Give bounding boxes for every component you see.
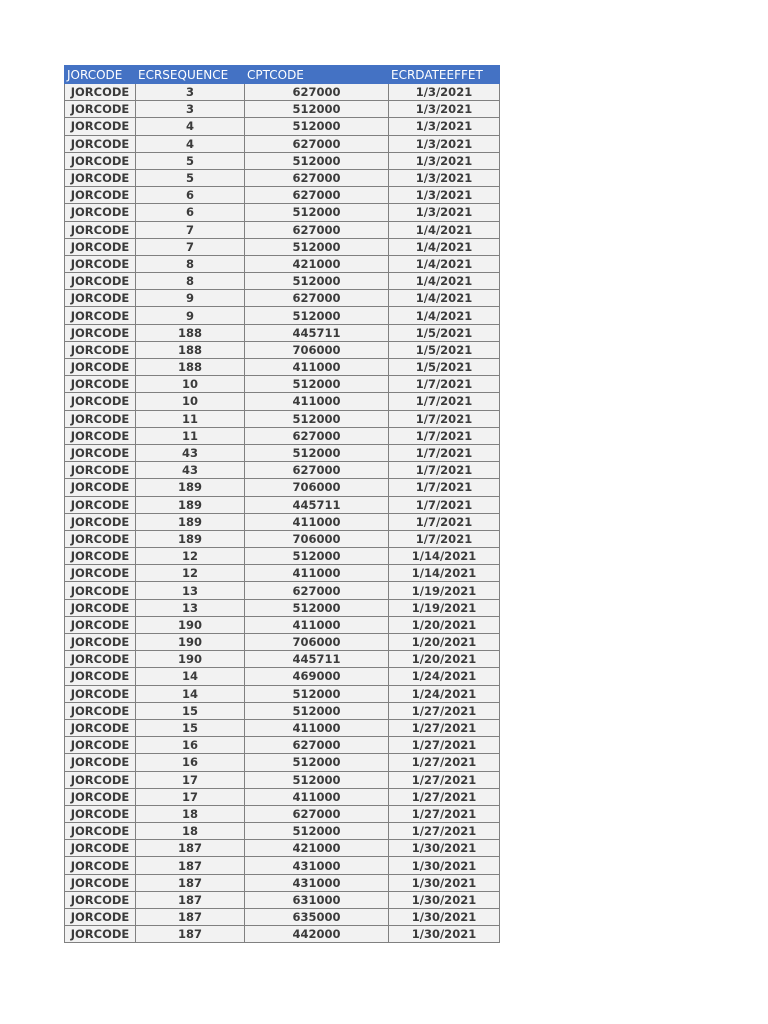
ecrdateeffet-cell: 1/20/2021 <box>389 634 500 651</box>
ecrsequence-cell: 14 <box>136 668 245 685</box>
header-cptcode: CPTCODE <box>245 66 389 84</box>
ecrdateeffet-cell: 1/5/2021 <box>389 359 500 376</box>
ecrdateeffet-cell: 1/30/2021 <box>389 840 500 857</box>
ecrsequence-cell: 17 <box>136 788 245 805</box>
ecrdateeffet-cell: 1/4/2021 <box>389 290 500 307</box>
jorcode-cell: JORCODE <box>65 909 136 926</box>
ecrsequence-cell: 6 <box>136 187 245 204</box>
ecrsequence-cell: 14 <box>136 685 245 702</box>
header-ecrsequence: ECRSEQUENCE <box>136 66 245 84</box>
jorcode-cell: JORCODE <box>65 152 136 169</box>
ecrsequence-cell: 15 <box>136 702 245 719</box>
ecrsequence-cell: 188 <box>136 324 245 341</box>
cptcode-cell: 445711 <box>245 496 389 513</box>
ecrsequence-cell: 13 <box>136 599 245 616</box>
jorcode-cell: JORCODE <box>65 479 136 496</box>
ecrsequence-cell: 12 <box>136 548 245 565</box>
jorcode-cell: JORCODE <box>65 204 136 221</box>
jorcode-cell: JORCODE <box>65 565 136 582</box>
cptcode-cell: 411000 <box>245 719 389 736</box>
table-row <box>65 651 500 668</box>
jorcode-cell: JORCODE <box>65 634 136 651</box>
jorcode-cell: JORCODE <box>65 788 136 805</box>
table-row <box>65 634 500 651</box>
cptcode-cell: 512000 <box>245 444 389 461</box>
ecrdateeffet-cell: 1/19/2021 <box>389 599 500 616</box>
ecrdateeffet-cell: 1/3/2021 <box>389 118 500 135</box>
table-row <box>65 685 500 702</box>
ecrsequence-cell: 11 <box>136 427 245 444</box>
table-row <box>65 255 500 272</box>
table-row <box>65 719 500 736</box>
cptcode-cell: 635000 <box>245 909 389 926</box>
jorcode-cell: JORCODE <box>65 737 136 754</box>
ecrdateeffet-cell: 1/5/2021 <box>389 324 500 341</box>
table-row <box>65 101 500 118</box>
table-row <box>65 444 500 461</box>
cptcode-cell: 469000 <box>245 668 389 685</box>
ecrsequence-cell: 189 <box>136 513 245 530</box>
ecrsequence-cell: 3 <box>136 84 245 101</box>
ecrsequence-cell: 17 <box>136 771 245 788</box>
ecrsequence-cell: 18 <box>136 823 245 840</box>
ecrsequence-cell: 43 <box>136 444 245 461</box>
ecrdateeffet-cell: 1/7/2021 <box>389 462 500 479</box>
table-row <box>65 805 500 822</box>
cptcode-cell: 627000 <box>245 462 389 479</box>
ecrdateeffet-cell: 1/4/2021 <box>389 255 500 272</box>
table-body <box>65 84 500 943</box>
jorcode-cell: JORCODE <box>65 702 136 719</box>
jorcode-cell: JORCODE <box>65 238 136 255</box>
ecrsequence-cell: 12 <box>136 565 245 582</box>
table-row <box>65 273 500 290</box>
ecrdateeffet-cell: 1/30/2021 <box>389 926 500 943</box>
ecrdateeffet-cell: 1/30/2021 <box>389 874 500 891</box>
cptcode-cell: 411000 <box>245 616 389 633</box>
jorcode-cell: JORCODE <box>65 582 136 599</box>
table-row <box>65 169 500 186</box>
cptcode-cell: 512000 <box>245 238 389 255</box>
ecrdateeffet-cell: 1/3/2021 <box>389 101 500 118</box>
cptcode-cell: 627000 <box>245 427 389 444</box>
jorcode-cell: JORCODE <box>65 548 136 565</box>
cptcode-cell: 627000 <box>245 221 389 238</box>
ecrsequence-cell: 10 <box>136 393 245 410</box>
ecrdateeffet-cell: 1/20/2021 <box>389 616 500 633</box>
ecrsequence-cell: 187 <box>136 926 245 943</box>
ecrdateeffet-cell: 1/14/2021 <box>389 548 500 565</box>
ecrdateeffet-cell: 1/19/2021 <box>389 582 500 599</box>
cptcode-cell: 512000 <box>245 702 389 719</box>
ecrsequence-cell: 188 <box>136 341 245 358</box>
ecrsequence-cell: 13 <box>136 582 245 599</box>
ecrsequence-cell: 18 <box>136 805 245 822</box>
ecrdateeffet-cell: 1/30/2021 <box>389 857 500 874</box>
table-row <box>65 221 500 238</box>
cptcode-cell: 411000 <box>245 788 389 805</box>
jorcode-cell: JORCODE <box>65 513 136 530</box>
cptcode-cell: 512000 <box>245 685 389 702</box>
jorcode-cell: JORCODE <box>65 496 136 513</box>
ecrdateeffet-cell: 1/5/2021 <box>389 341 500 358</box>
table-row <box>65 582 500 599</box>
ecrdateeffet-cell: 1/24/2021 <box>389 685 500 702</box>
table-row <box>65 616 500 633</box>
cptcode-cell: 411000 <box>245 565 389 582</box>
ecrdateeffet-cell: 1/14/2021 <box>389 565 500 582</box>
cptcode-cell: 512000 <box>245 307 389 324</box>
cptcode-cell: 445711 <box>245 651 389 668</box>
table-row <box>65 324 500 341</box>
header-jorcode: JORCODE <box>65 66 136 84</box>
jorcode-cell: JORCODE <box>65 771 136 788</box>
ecrdateeffet-cell: 1/3/2021 <box>389 152 500 169</box>
table-row <box>65 565 500 582</box>
jorcode-cell: JORCODE <box>65 926 136 943</box>
ecrsequence-cell: 187 <box>136 857 245 874</box>
cptcode-cell: 512000 <box>245 118 389 135</box>
ecrdateeffet-cell: 1/27/2021 <box>389 805 500 822</box>
table-row <box>65 840 500 857</box>
jorcode-cell: JORCODE <box>65 823 136 840</box>
ecrsequence-cell: 187 <box>136 840 245 857</box>
ecrsequence-cell: 189 <box>136 530 245 547</box>
ecrsequence-cell: 11 <box>136 410 245 427</box>
ecrsequence-cell: 3 <box>136 101 245 118</box>
cptcode-cell: 512000 <box>245 376 389 393</box>
table-row <box>65 771 500 788</box>
jorcode-cell: JORCODE <box>65 651 136 668</box>
ecrsequence-cell: 8 <box>136 273 245 290</box>
cptcode-cell: 627000 <box>245 84 389 101</box>
ecrsequence-cell: 16 <box>136 754 245 771</box>
jorcode-cell: JORCODE <box>65 668 136 685</box>
table-row <box>65 513 500 530</box>
jorcode-cell: JORCODE <box>65 393 136 410</box>
jorcode-cell: JORCODE <box>65 530 136 547</box>
ecrdateeffet-cell: 1/20/2021 <box>389 651 500 668</box>
jorcode-cell: JORCODE <box>65 341 136 358</box>
jorcode-cell: JORCODE <box>65 719 136 736</box>
table-row <box>65 891 500 908</box>
ecrsequence-cell: 190 <box>136 616 245 633</box>
cptcode-cell: 445711 <box>245 324 389 341</box>
table-row <box>65 754 500 771</box>
cptcode-cell: 431000 <box>245 857 389 874</box>
ecrdateeffet-cell: 1/27/2021 <box>389 702 500 719</box>
jorcode-cell: JORCODE <box>65 462 136 479</box>
table-row <box>65 668 500 685</box>
cptcode-cell: 512000 <box>245 101 389 118</box>
jorcode-cell: JORCODE <box>65 427 136 444</box>
cptcode-cell: 512000 <box>245 548 389 565</box>
ecrsequence-cell: 4 <box>136 135 245 152</box>
table-row <box>65 926 500 943</box>
cptcode-cell: 627000 <box>245 135 389 152</box>
jorcode-cell: JORCODE <box>65 616 136 633</box>
jorcode-cell: JORCODE <box>65 307 136 324</box>
ecrsequence-cell: 4 <box>136 118 245 135</box>
table-header <box>65 66 500 84</box>
jorcode-cell: JORCODE <box>65 255 136 272</box>
header-ecrdateeffet: ECRDATEEFFET <box>389 66 500 84</box>
ecrdateeffet-cell: 1/7/2021 <box>389 530 500 547</box>
cptcode-cell: 512000 <box>245 204 389 221</box>
ecrdateeffet-cell: 1/4/2021 <box>389 307 500 324</box>
header-row <box>65 66 500 84</box>
cptcode-cell: 512000 <box>245 152 389 169</box>
ecrdateeffet-cell: 1/27/2021 <box>389 719 500 736</box>
table-row <box>65 909 500 926</box>
table-row <box>65 359 500 376</box>
ecrdateeffet-cell: 1/4/2021 <box>389 238 500 255</box>
jorcode-cell: JORCODE <box>65 273 136 290</box>
table-row <box>65 599 500 616</box>
jorcode-cell: JORCODE <box>65 169 136 186</box>
ecrsequence-cell: 188 <box>136 359 245 376</box>
table-row <box>65 84 500 101</box>
ecrsequence-cell: 15 <box>136 719 245 736</box>
ecrdateeffet-cell: 1/27/2021 <box>389 771 500 788</box>
jorcode-cell: JORCODE <box>65 891 136 908</box>
ecrdateeffet-cell: 1/27/2021 <box>389 737 500 754</box>
table-row <box>65 702 500 719</box>
ecrsequence-cell: 7 <box>136 238 245 255</box>
table-row <box>65 548 500 565</box>
cptcode-cell: 706000 <box>245 530 389 547</box>
ecrsequence-cell: 187 <box>136 874 245 891</box>
ecrdateeffet-cell: 1/3/2021 <box>389 204 500 221</box>
ecrdateeffet-cell: 1/7/2021 <box>389 427 500 444</box>
ecrdateeffet-cell: 1/30/2021 <box>389 909 500 926</box>
cptcode-cell: 706000 <box>245 479 389 496</box>
ecrdateeffet-cell: 1/7/2021 <box>389 393 500 410</box>
table-row <box>65 874 500 891</box>
jorcode-cell: JORCODE <box>65 359 136 376</box>
table-row <box>65 376 500 393</box>
ecrdateeffet-cell: 1/3/2021 <box>389 187 500 204</box>
cptcode-cell: 627000 <box>245 737 389 754</box>
ecrdateeffet-cell: 1/7/2021 <box>389 479 500 496</box>
jorcode-cell: JORCODE <box>65 135 136 152</box>
cptcode-cell: 512000 <box>245 823 389 840</box>
cptcode-cell: 442000 <box>245 926 389 943</box>
ecrsequence-cell: 6 <box>136 204 245 221</box>
jorcode-cell: JORCODE <box>65 840 136 857</box>
cptcode-cell: 512000 <box>245 754 389 771</box>
ecrsequence-cell: 190 <box>136 651 245 668</box>
ecrdateeffet-cell: 1/3/2021 <box>389 135 500 152</box>
table-row <box>65 135 500 152</box>
table-row <box>65 152 500 169</box>
cptcode-cell: 421000 <box>245 255 389 272</box>
jorcode-cell: JORCODE <box>65 376 136 393</box>
jorcode-cell: JORCODE <box>65 221 136 238</box>
ecrdateeffet-cell: 1/7/2021 <box>389 376 500 393</box>
ecrdateeffet-cell: 1/7/2021 <box>389 496 500 513</box>
jorcode-cell: JORCODE <box>65 324 136 341</box>
table-row <box>65 410 500 427</box>
table-row <box>65 290 500 307</box>
ecrdateeffet-cell: 1/3/2021 <box>389 169 500 186</box>
ecrdateeffet-cell: 1/27/2021 <box>389 754 500 771</box>
cptcode-cell: 512000 <box>245 599 389 616</box>
ecrdateeffet-cell: 1/27/2021 <box>389 823 500 840</box>
jorcode-cell: JORCODE <box>65 84 136 101</box>
ecrsequence-cell: 43 <box>136 462 245 479</box>
cptcode-cell: 627000 <box>245 582 389 599</box>
jorcode-cell: JORCODE <box>65 874 136 891</box>
table-row <box>65 204 500 221</box>
jorcode-cell: JORCODE <box>65 754 136 771</box>
jorcode-cell: JORCODE <box>65 290 136 307</box>
ecrdateeffet-cell: 1/30/2021 <box>389 891 500 908</box>
ecrsequence-cell: 189 <box>136 479 245 496</box>
table-row <box>65 341 500 358</box>
table-row <box>65 118 500 135</box>
table-row <box>65 307 500 324</box>
ecrsequence-cell: 10 <box>136 376 245 393</box>
cptcode-cell: 411000 <box>245 359 389 376</box>
ecrdateeffet-cell: 1/7/2021 <box>389 444 500 461</box>
table-row <box>65 427 500 444</box>
cptcode-cell: 431000 <box>245 874 389 891</box>
cptcode-cell: 627000 <box>245 169 389 186</box>
jorcode-cell: JORCODE <box>65 118 136 135</box>
ecrdateeffet-cell: 1/4/2021 <box>389 221 500 238</box>
jorcode-cell: JORCODE <box>65 805 136 822</box>
ecrdateeffet-cell: 1/3/2021 <box>389 84 500 101</box>
table-row <box>65 238 500 255</box>
ecrdateeffet-cell: 1/4/2021 <box>389 273 500 290</box>
ecrsequence-cell: 5 <box>136 152 245 169</box>
table-row <box>65 187 500 204</box>
cptcode-cell: 411000 <box>245 513 389 530</box>
table-row <box>65 496 500 513</box>
cptcode-cell: 627000 <box>245 290 389 307</box>
table-row <box>65 788 500 805</box>
ecrsequence-cell: 187 <box>136 909 245 926</box>
table-row <box>65 857 500 874</box>
cptcode-cell: 512000 <box>245 410 389 427</box>
jorcode-cell: JORCODE <box>65 857 136 874</box>
jorcode-cell: JORCODE <box>65 444 136 461</box>
jorcode-cell: JORCODE <box>65 101 136 118</box>
ecrsequence-cell: 8 <box>136 255 245 272</box>
cptcode-cell: 627000 <box>245 805 389 822</box>
cptcode-cell: 421000 <box>245 840 389 857</box>
jorcode-cell: JORCODE <box>65 685 136 702</box>
table-row <box>65 823 500 840</box>
cptcode-cell: 627000 <box>245 187 389 204</box>
cptcode-cell: 411000 <box>245 393 389 410</box>
data-table <box>64 65 500 943</box>
ecrdateeffet-cell: 1/27/2021 <box>389 788 500 805</box>
cptcode-cell: 512000 <box>245 273 389 290</box>
ecrsequence-cell: 7 <box>136 221 245 238</box>
cptcode-cell: 706000 <box>245 634 389 651</box>
ecrdateeffet-cell: 1/24/2021 <box>389 668 500 685</box>
table-row <box>65 479 500 496</box>
ecrsequence-cell: 16 <box>136 737 245 754</box>
ecrsequence-cell: 189 <box>136 496 245 513</box>
cptcode-cell: 631000 <box>245 891 389 908</box>
ecrsequence-cell: 187 <box>136 891 245 908</box>
cptcode-cell: 512000 <box>245 771 389 788</box>
table-row <box>65 462 500 479</box>
ecrsequence-cell: 9 <box>136 307 245 324</box>
ecrdateeffet-cell: 1/7/2021 <box>389 513 500 530</box>
ecrdateeffet-cell: 1/7/2021 <box>389 410 500 427</box>
table-row <box>65 393 500 410</box>
ecrsequence-cell: 5 <box>136 169 245 186</box>
table-row <box>65 530 500 547</box>
ecrsequence-cell: 190 <box>136 634 245 651</box>
jorcode-cell: JORCODE <box>65 410 136 427</box>
cptcode-cell: 706000 <box>245 341 389 358</box>
ecrsequence-cell: 9 <box>136 290 245 307</box>
jorcode-cell: JORCODE <box>65 187 136 204</box>
table-row <box>65 737 500 754</box>
jorcode-cell: JORCODE <box>65 599 136 616</box>
